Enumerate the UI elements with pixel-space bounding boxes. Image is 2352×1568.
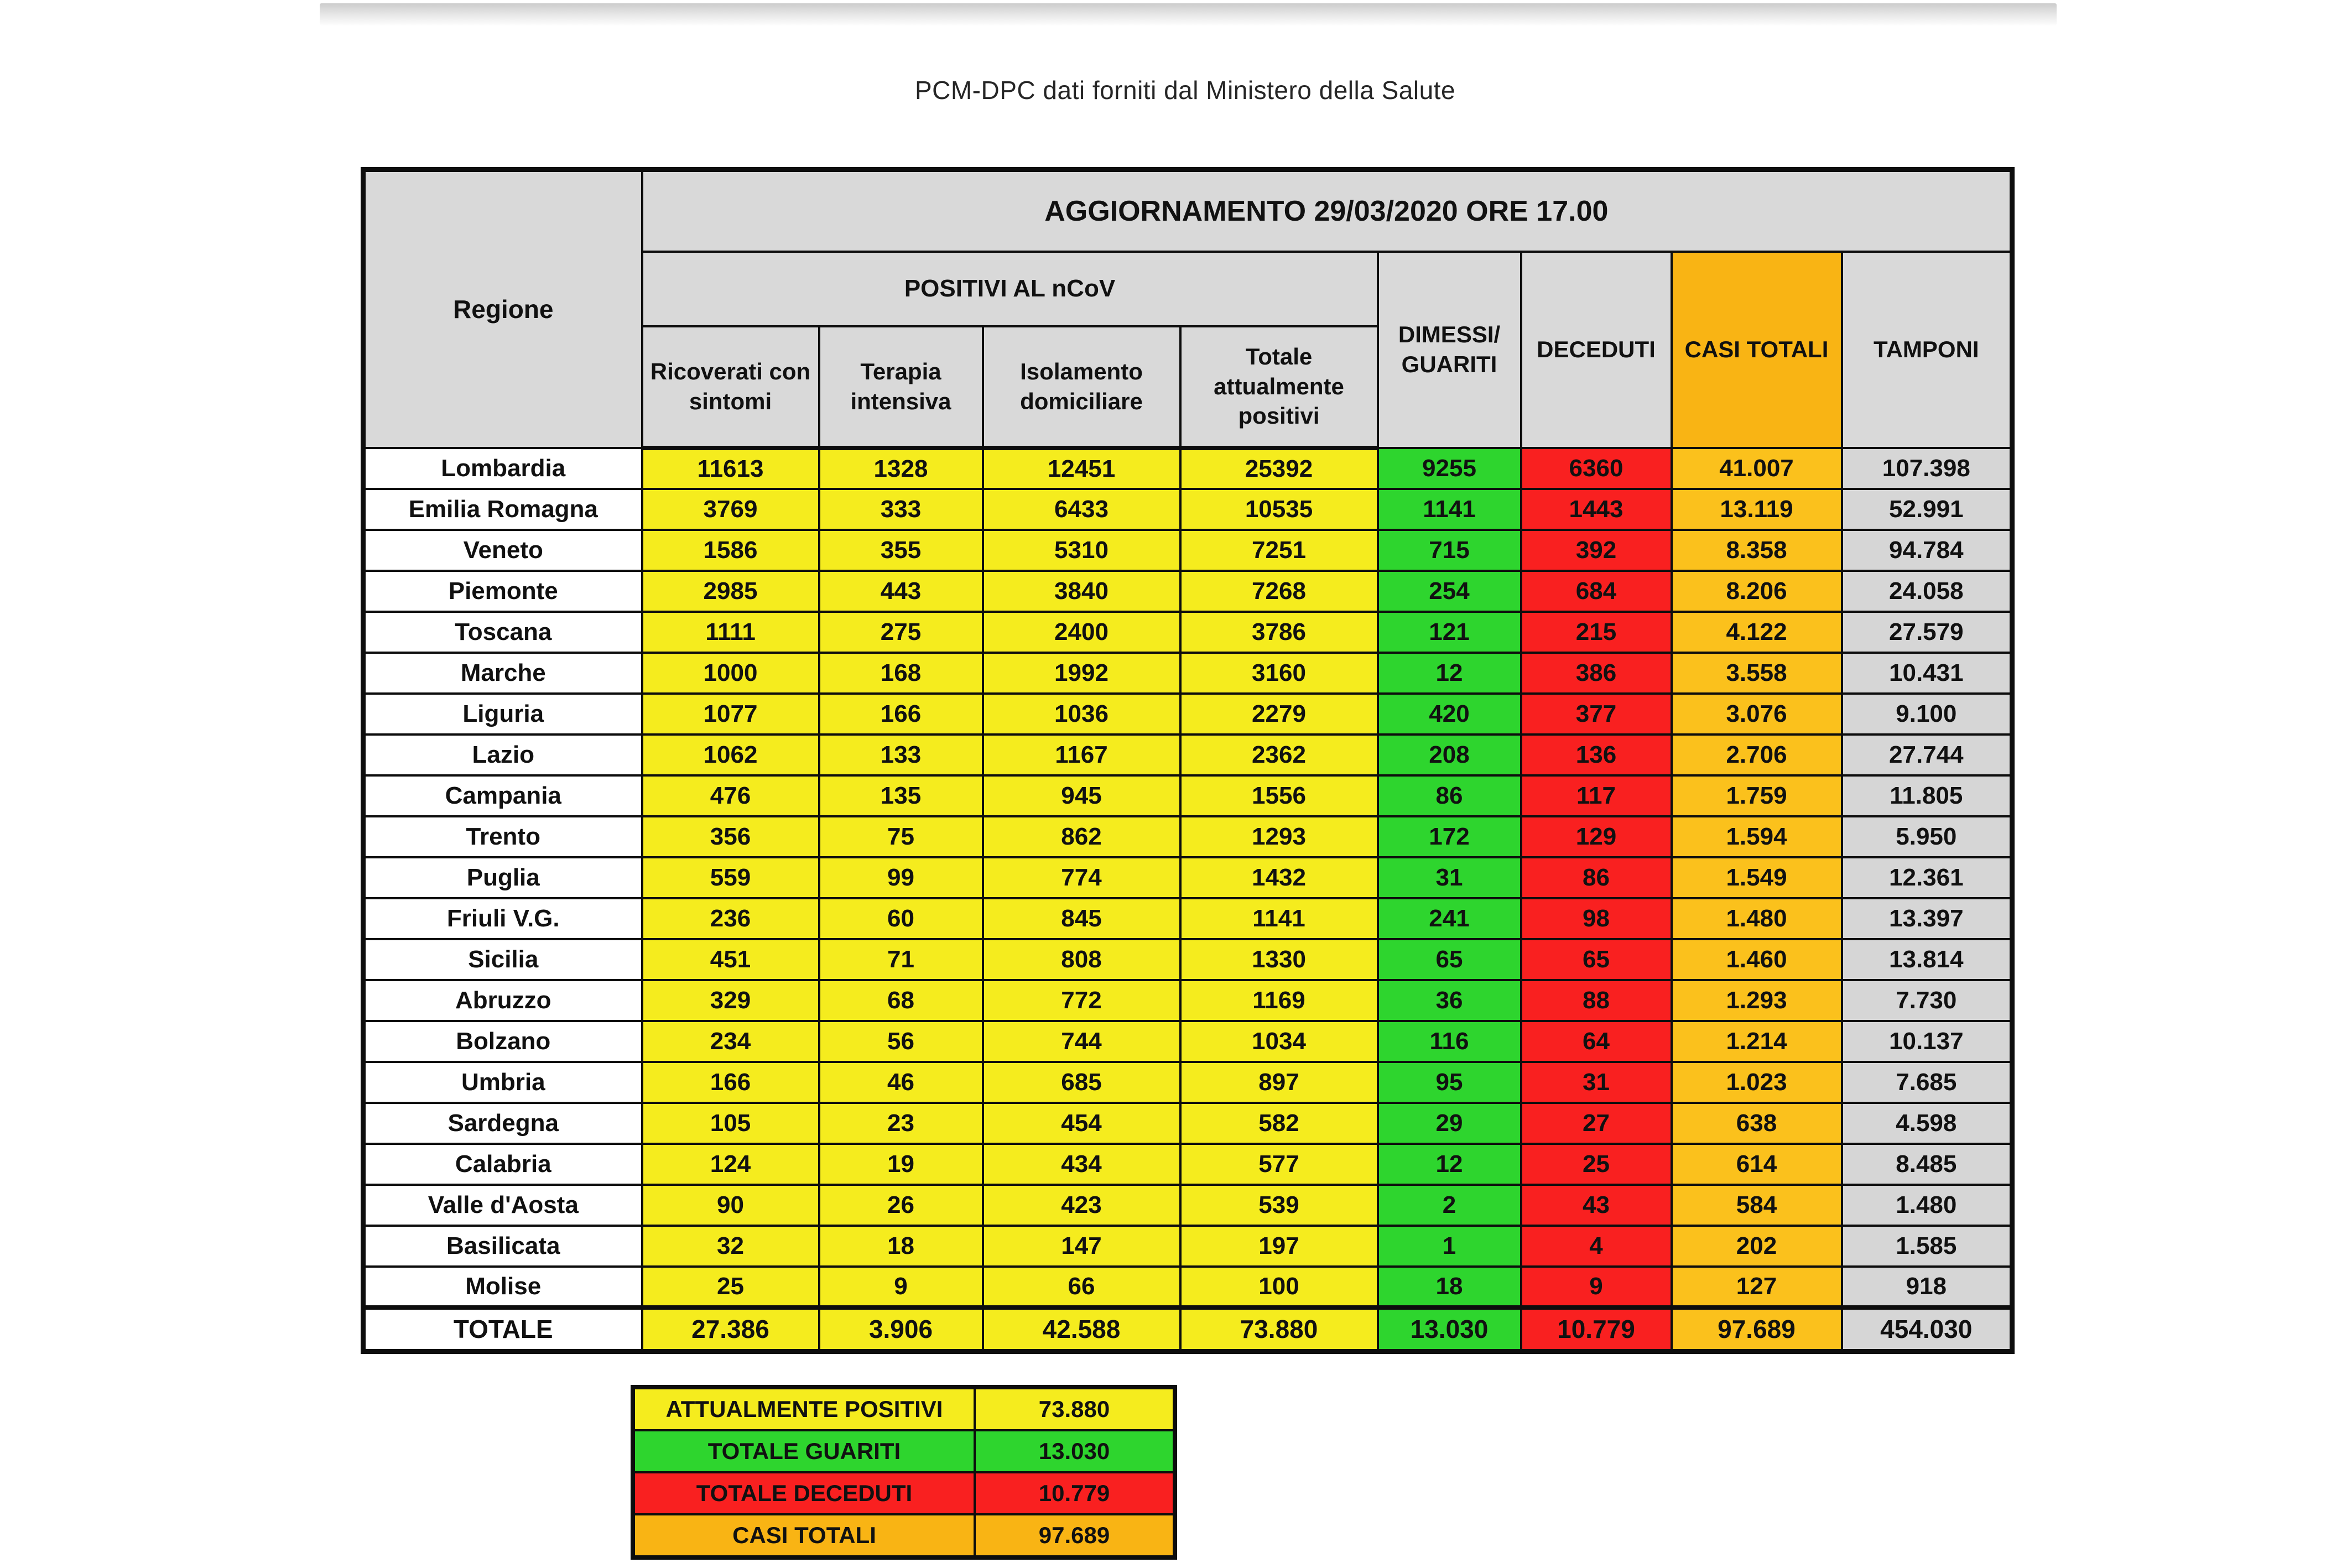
cell-ricoverati: 90 [642,1185,819,1226]
cell-ricoverati: 1111 [642,612,819,653]
legend-row [633,1430,1175,1472]
cell-isolamento: 1992 [983,653,1180,694]
cell-isolamento: 6433 [983,489,1180,530]
cell-ricoverati: 329 [642,980,819,1021]
total-row [363,1307,2012,1352]
region-label: Calabria [363,1144,642,1185]
cell-totale-positivi: 577 [1180,1144,1378,1185]
region-label: Bolzano [363,1021,642,1062]
cell-totale-positivi: 7251 [1180,530,1378,571]
cell-terapia-intensiva: 99 [819,857,983,898]
region-label: Toscana [363,612,642,653]
cell-casi-totali: 1.594 [1672,816,1842,857]
cell-dimessi-guariti: 254 [1378,571,1521,612]
cell-terapia-intensiva: 26 [819,1185,983,1226]
cell-dimessi-guariti: 1 [1378,1226,1521,1267]
column-header-regione: Regione [363,170,642,448]
cell-isolamento: 3840 [983,571,1180,612]
legend-value: 10.779 [975,1472,1175,1514]
cell-terapia-intensiva: 355 [819,530,983,571]
column-header-terapia: Terapia intensiva [819,326,983,448]
cell-totale-positivi: 1330 [1180,939,1378,980]
table-row [363,448,2012,489]
cell-casi-totali: 584 [1672,1185,1842,1226]
cell-dimessi-guariti: 715 [1378,530,1521,571]
table-row [363,612,2012,653]
cell-terapia-intensiva: 46 [819,1062,983,1103]
cell-terapia-intensiva: 71 [819,939,983,980]
cell-ricoverati: 236 [642,898,819,939]
cell-dimessi-guariti: 241 [1378,898,1521,939]
cell-casi-totali: 127 [1672,1267,1842,1307]
cell-totale-positivi: 897 [1180,1062,1378,1103]
cell-ricoverati: 476 [642,775,819,816]
cell-ricoverati: 27.386 [642,1307,819,1352]
cell-dimessi-guariti: 420 [1378,694,1521,734]
cell-totale-positivi: 1556 [1180,775,1378,816]
region-label: Veneto [363,530,642,571]
cell-tamponi: 13.814 [1842,939,2012,980]
region-label: Abruzzo [363,980,642,1021]
cell-tamponi: 454.030 [1842,1307,2012,1352]
cell-casi-totali: 1.480 [1672,898,1842,939]
legend-value: 97.689 [975,1514,1175,1557]
cell-deceduti: 1443 [1521,489,1672,530]
cell-isolamento: 147 [983,1226,1180,1267]
cell-deceduti: 215 [1521,612,1672,653]
column-header-ricoverati: Ricoverati con sintomi [642,326,819,448]
cell-tamponi: 24.058 [1842,571,2012,612]
cell-tamponi: 13.397 [1842,898,2012,939]
cell-isolamento: 5310 [983,530,1180,571]
cell-casi-totali: 1.023 [1672,1062,1842,1103]
cell-dimessi-guariti: 13.030 [1378,1307,1521,1352]
cell-tamponi: 107.398 [1842,448,2012,489]
cell-tamponi: 1.480 [1842,1185,2012,1226]
cell-ricoverati: 1000 [642,653,819,694]
cell-casi-totali: 1.460 [1672,939,1842,980]
table-row [363,857,2012,898]
region-label: Piemonte [363,571,642,612]
legend-row [633,1514,1175,1557]
cell-deceduti: 377 [1521,694,1672,734]
cell-casi-totali: 1.759 [1672,775,1842,816]
cell-tamponi: 1.585 [1842,1226,2012,1267]
cell-terapia-intensiva: 75 [819,816,983,857]
cell-tamponi: 918 [1842,1267,2012,1307]
cell-deceduti: 9 [1521,1267,1672,1307]
cell-isolamento: 434 [983,1144,1180,1185]
region-label: Liguria [363,694,642,734]
cell-isolamento: 1036 [983,694,1180,734]
cell-deceduti: 98 [1521,898,1672,939]
cell-deceduti: 10.779 [1521,1307,1672,1352]
region-label: Sardegna [363,1103,642,1144]
cell-totale-positivi: 197 [1180,1226,1378,1267]
legend-value: 13.030 [975,1430,1175,1472]
cell-dimessi-guariti: 31 [1378,857,1521,898]
cell-ricoverati: 166 [642,1062,819,1103]
table-row [363,1226,2012,1267]
table-row [363,530,2012,571]
cell-terapia-intensiva: 168 [819,653,983,694]
cell-tamponi: 7.685 [1842,1062,2012,1103]
cell-totale-positivi: 539 [1180,1185,1378,1226]
cell-isolamento: 945 [983,775,1180,816]
table-row [363,939,2012,980]
cell-totale-positivi: 1034 [1180,1021,1378,1062]
cell-isolamento: 66 [983,1267,1180,1307]
cell-casi-totali: 1.293 [1672,980,1842,1021]
cell-casi-totali: 4.122 [1672,612,1842,653]
cell-totale-positivi: 2279 [1180,694,1378,734]
legend-label: ATTUALMENTE POSITIVI [633,1387,975,1430]
region-label: Emilia Romagna [363,489,642,530]
region-label: Sicilia [363,939,642,980]
cell-terapia-intensiva: 9 [819,1267,983,1307]
legend-table [631,1385,1177,1560]
cell-deceduti: 64 [1521,1021,1672,1062]
region-label: Umbria [363,1062,642,1103]
cell-casi-totali: 614 [1672,1144,1842,1185]
cell-dimessi-guariti: 208 [1378,734,1521,775]
cell-dimessi-guariti: 2 [1378,1185,1521,1226]
cell-casi-totali: 1.214 [1672,1021,1842,1062]
legend-row [633,1472,1175,1514]
region-label: Campania [363,775,642,816]
cell-terapia-intensiva: 333 [819,489,983,530]
cell-isolamento: 12451 [983,448,1180,489]
cell-totale-positivi: 1141 [1180,898,1378,939]
cell-dimessi-guariti: 1141 [1378,489,1521,530]
cell-tamponi: 5.950 [1842,816,2012,857]
region-label: Puglia [363,857,642,898]
column-header-deceduti: DECEDUTI [1521,252,1672,448]
top-gradient-bar [320,3,2057,25]
table-row [363,1185,2012,1226]
cell-tamponi: 8.485 [1842,1144,2012,1185]
cell-isolamento: 2400 [983,612,1180,653]
covid-data-table [361,167,2015,1354]
cell-isolamento: 744 [983,1021,1180,1062]
cell-ricoverati: 105 [642,1103,819,1144]
region-label: Valle d'Aosta [363,1185,642,1226]
cell-isolamento: 1167 [983,734,1180,775]
cell-casi-totali: 41.007 [1672,448,1842,489]
cell-casi-totali: 3.558 [1672,653,1842,694]
cell-tamponi: 27.579 [1842,612,2012,653]
update-header-row [363,170,2012,252]
table-row [363,816,2012,857]
cell-casi-totali: 97.689 [1672,1307,1842,1352]
cell-dimessi-guariti: 121 [1378,612,1521,653]
cell-casi-totali: 8.206 [1672,571,1842,612]
table-row [363,489,2012,530]
cell-tamponi: 11.805 [1842,775,2012,816]
cell-tamponi: 27.744 [1842,734,2012,775]
cell-terapia-intensiva: 3.906 [819,1307,983,1352]
cell-deceduti: 25 [1521,1144,1672,1185]
cell-ricoverati: 25 [642,1267,819,1307]
cell-isolamento: 845 [983,898,1180,939]
legend-row [633,1387,1175,1430]
cell-isolamento: 808 [983,939,1180,980]
region-label: Friuli V.G. [363,898,642,939]
cell-totale-positivi: 25392 [1180,448,1378,489]
cell-ricoverati: 356 [642,816,819,857]
cell-dimessi-guariti: 29 [1378,1103,1521,1144]
cell-deceduti: 129 [1521,816,1672,857]
table-row [363,980,2012,1021]
cell-totale-positivi: 3160 [1180,653,1378,694]
table-row [363,1021,2012,1062]
cell-terapia-intensiva: 68 [819,980,983,1021]
region-label: Molise [363,1267,642,1307]
cell-dimessi-guariti: 95 [1378,1062,1521,1103]
update-header: AGGIORNAMENTO 29/03/2020 ORE 17.00 [642,170,2012,252]
cell-tamponi: 52.991 [1842,489,2012,530]
cell-terapia-intensiva: 135 [819,775,983,816]
table-row [363,653,2012,694]
legend-value: 73.880 [975,1387,1175,1430]
cell-dimessi-guariti: 116 [1378,1021,1521,1062]
region-label: Basilicata [363,1226,642,1267]
table-row [363,1267,2012,1307]
cell-dimessi-guariti: 172 [1378,816,1521,857]
cell-casi-totali: 202 [1672,1226,1842,1267]
cell-dimessi-guariti: 12 [1378,653,1521,694]
table-row [363,898,2012,939]
cell-totale-positivi: 73.880 [1180,1307,1378,1352]
cell-totale-positivi: 100 [1180,1267,1378,1307]
cell-deceduti: 386 [1521,653,1672,694]
cell-deceduti: 392 [1521,530,1672,571]
cell-isolamento: 862 [983,816,1180,857]
table-row [363,1144,2012,1185]
region-label: Trento [363,816,642,857]
cell-totale-positivi: 1432 [1180,857,1378,898]
cell-ricoverati: 2985 [642,571,819,612]
cell-deceduti: 27 [1521,1103,1672,1144]
cell-isolamento: 423 [983,1185,1180,1226]
legend-label: CASI TOTALI [633,1514,975,1557]
page-title: PCM-DPC dati forniti dal Ministero della Salute [914,76,1456,105]
group-header-positivi: POSITIVI AL nCoV [642,252,1378,326]
cell-deceduti: 43 [1521,1185,1672,1226]
cell-totale-positivi: 3786 [1180,612,1378,653]
cell-ricoverati: 234 [642,1021,819,1062]
region-label: Marche [363,653,642,694]
cell-casi-totali: 638 [1672,1103,1842,1144]
cell-ricoverati: 124 [642,1144,819,1185]
cell-ricoverati: 451 [642,939,819,980]
cell-deceduti: 117 [1521,775,1672,816]
cell-isolamento: 685 [983,1062,1180,1103]
cell-terapia-intensiva: 166 [819,694,983,734]
cell-dimessi-guariti: 86 [1378,775,1521,816]
cell-dimessi-guariti: 65 [1378,939,1521,980]
cell-totale-positivi: 1293 [1180,816,1378,857]
table-row [363,694,2012,734]
cell-ricoverati: 1062 [642,734,819,775]
cell-deceduti: 6360 [1521,448,1672,489]
cell-tamponi: 4.598 [1842,1103,2012,1144]
region-label: Lazio [363,734,642,775]
cell-ricoverati: 1077 [642,694,819,734]
cell-terapia-intensiva: 60 [819,898,983,939]
cell-dimessi-guariti: 18 [1378,1267,1521,1307]
table-row [363,775,2012,816]
cell-totale-positivi: 1169 [1180,980,1378,1021]
cell-terapia-intensiva: 56 [819,1021,983,1062]
column-header-casi-totali: CASI TOTALI [1672,252,1842,448]
cell-terapia-intensiva: 23 [819,1103,983,1144]
cell-ricoverati: 3769 [642,489,819,530]
cell-casi-totali: 8.358 [1672,530,1842,571]
cell-deceduti: 88 [1521,980,1672,1021]
cell-terapia-intensiva: 1328 [819,448,983,489]
cell-ricoverati: 32 [642,1226,819,1267]
legend-label: TOTALE DECEDUTI [633,1472,975,1514]
cell-terapia-intensiva: 19 [819,1144,983,1185]
cell-isolamento: 772 [983,980,1180,1021]
column-header-isolamento: Isolamento domiciliare [983,326,1180,448]
cell-tamponi: 12.361 [1842,857,2012,898]
cell-terapia-intensiva: 443 [819,571,983,612]
cell-isolamento: 454 [983,1103,1180,1144]
region-label: Lombardia [363,448,642,489]
cell-totale-positivi: 10535 [1180,489,1378,530]
cell-totale-positivi: 2362 [1180,734,1378,775]
cell-totale-positivi: 7268 [1180,571,1378,612]
cell-terapia-intensiva: 18 [819,1226,983,1267]
table-row [363,1103,2012,1144]
cell-casi-totali: 3.076 [1672,694,1842,734]
cell-casi-totali: 2.706 [1672,734,1842,775]
table-row [363,571,2012,612]
cell-terapia-intensiva: 133 [819,734,983,775]
column-header-tamponi: TAMPONI [1842,252,2012,448]
cell-ricoverati: 1586 [642,530,819,571]
cell-ricoverati: 11613 [642,448,819,489]
cell-deceduti: 31 [1521,1062,1672,1103]
column-header-dimessi-guariti: DIMESSI/ GUARITI [1378,252,1521,448]
column-header-totale-positivi: Totale attualmente positivi [1180,326,1378,448]
cell-dimessi-guariti: 36 [1378,980,1521,1021]
cell-tamponi: 9.100 [1842,694,2012,734]
cell-tamponi: 10.431 [1842,653,2012,694]
cell-casi-totali: 1.549 [1672,857,1842,898]
cell-isolamento: 42.588 [983,1307,1180,1352]
table-row [363,1062,2012,1103]
cell-ricoverati: 559 [642,857,819,898]
cell-tamponi: 10.137 [1842,1021,2012,1062]
legend-label: TOTALE GUARITI [633,1430,975,1472]
cell-deceduti: 86 [1521,857,1672,898]
cell-dimessi-guariti: 12 [1378,1144,1521,1185]
cell-totale-positivi: 582 [1180,1103,1378,1144]
cell-deceduti: 684 [1521,571,1672,612]
cell-deceduti: 4 [1521,1226,1672,1267]
cell-deceduti: 136 [1521,734,1672,775]
cell-terapia-intensiva: 275 [819,612,983,653]
total-label: TOTALE [363,1307,642,1352]
cell-tamponi: 94.784 [1842,530,2012,571]
table-row [363,734,2012,775]
cell-tamponi: 7.730 [1842,980,2012,1021]
cell-isolamento: 774 [983,857,1180,898]
cell-deceduti: 65 [1521,939,1672,980]
cell-dimessi-guariti: 9255 [1378,448,1521,489]
cell-casi-totali: 13.119 [1672,489,1842,530]
